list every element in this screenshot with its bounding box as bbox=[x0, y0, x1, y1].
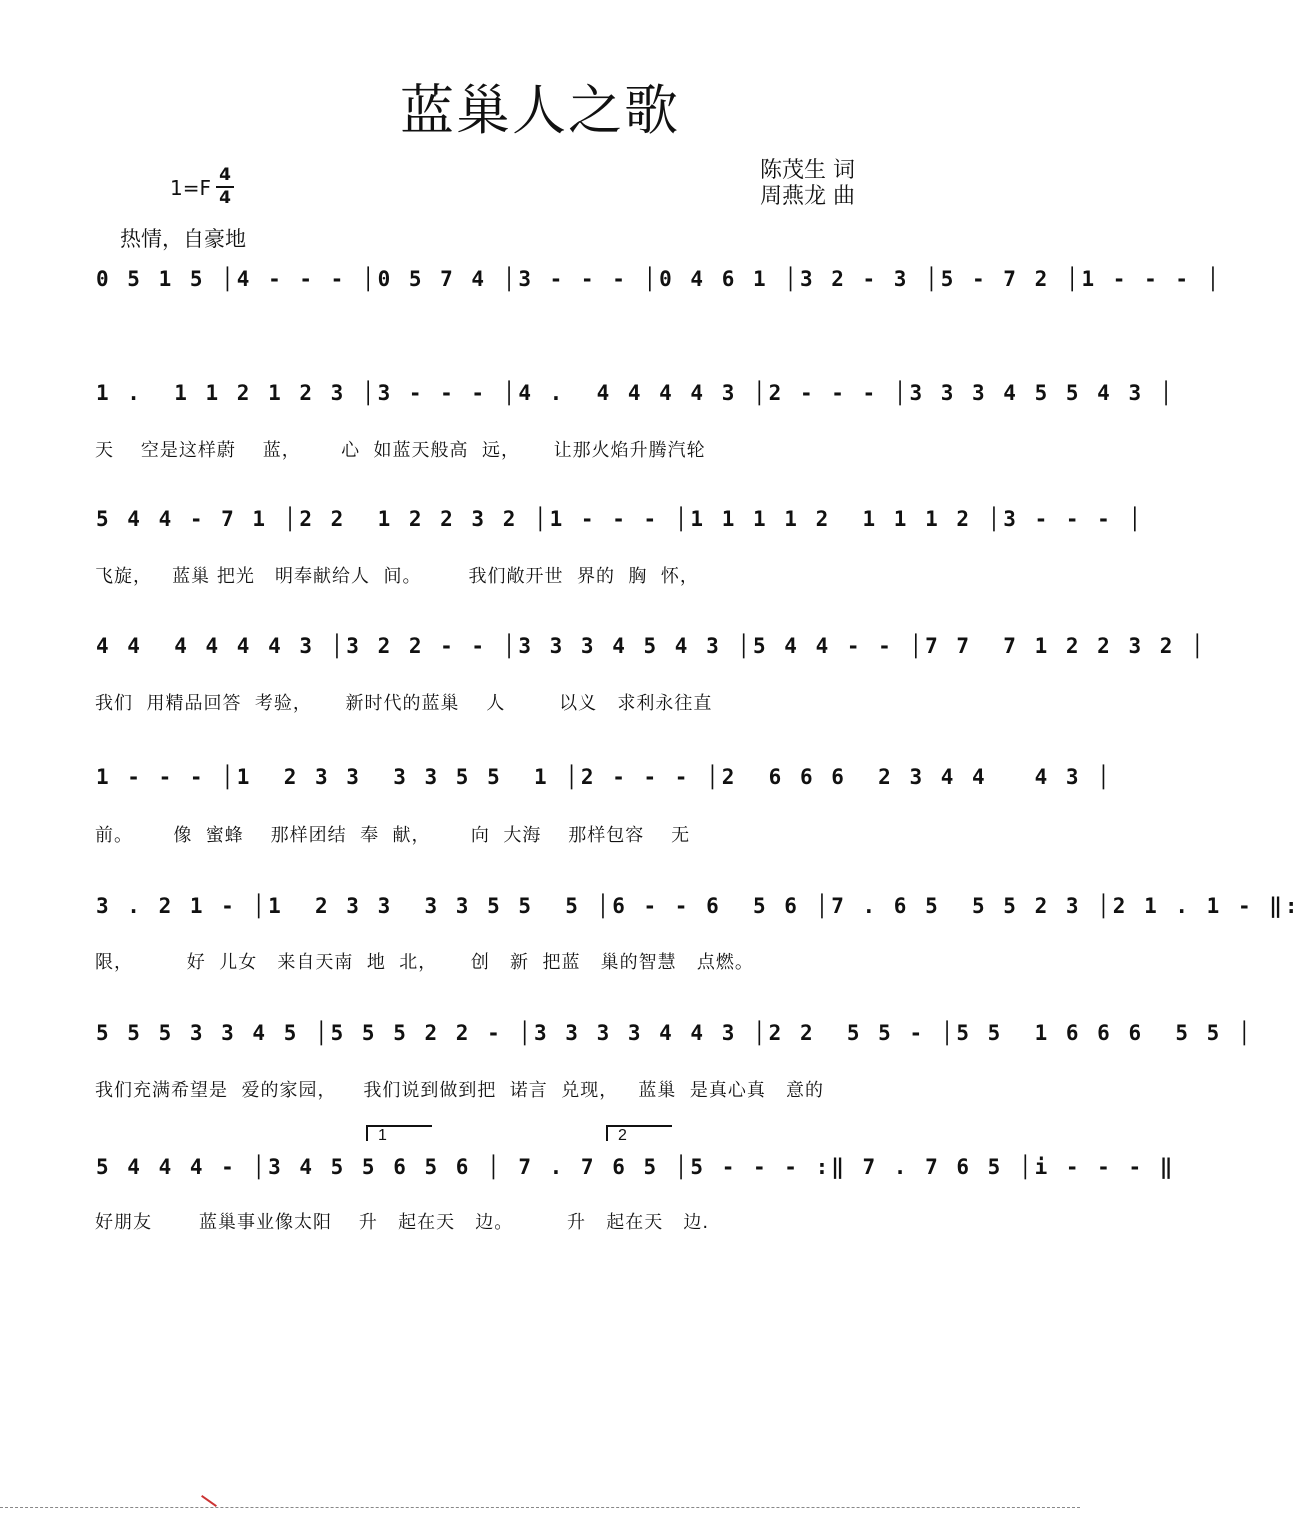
scan-edge-line bbox=[0, 1507, 1080, 1509]
notation-line-8: 5 4 4 4 - │3 4 5 5 6 5 6 │ 7 . 7 6 5 │5 - - - :‖ 7 . 7 6 5 │i - - - ‖ bbox=[96, 1155, 1176, 1179]
tempo-marking: 热情，自豪地 bbox=[120, 227, 246, 251]
lyrics-line-6: 限， 好 儿女 来自天南 地 北， 创 新 把蓝 巢的智慧 点燃。 bbox=[95, 952, 754, 973]
lyrics-line-7: 我们充满希望是 爱的家园， 我们说到做到把 诺言 兑现， 蓝巢 是真心真 意的 bbox=[95, 1080, 824, 1101]
credits bbox=[760, 158, 855, 210]
volta-second-ending bbox=[606, 1125, 672, 1144]
lyrics-line-4: 我们 用精品回答 考验， 新时代的蓝巢 人 以义 求利永往直 bbox=[95, 693, 713, 714]
notation-line-4: 4 4 4 4 4 4 3 │3 2 2 - - │3 3 3 4 5 4 3 │5 4 4 - - │7 7 7 1 2 2 3 2 │ bbox=[96, 634, 1207, 658]
lyrics-line-8: 好朋友 蓝巢事业像太阳 升 起在天 边。 升 起在天 边. bbox=[95, 1212, 710, 1233]
volta-second-label: 2 bbox=[618, 1127, 627, 1144]
time-signature bbox=[216, 166, 234, 208]
lyrics-line-5: 前。 像 蜜蜂 那样团结 奉 献， 向 大海 那样包容 无 bbox=[95, 825, 691, 846]
notation-line-6: 3 . 2 1 - │1 2 3 3 3 3 5 5 5 │6 - - 6 5 6 │7 . 6 5 5 5 2 3 │2 1 . 1 - ‖: bbox=[96, 894, 1301, 918]
notation-line-5: 1 - - - │1 2 3 3 3 3 5 5 1 │2 - - - │2 6 6 6 2 3 4 4 4 3 │ bbox=[96, 765, 1113, 789]
lyrics-line-2: 天 空是这样蔚 蓝， 心 如蓝天般高 远， 让那火焰升腾汽轮 bbox=[95, 440, 706, 461]
time-signature-bottom: 4 bbox=[219, 188, 231, 208]
pen-mark bbox=[201, 1495, 217, 1507]
composer-credit: 周燕龙 曲 bbox=[760, 184, 855, 209]
key-signature: 1=F bbox=[170, 176, 211, 200]
volta-first-ending bbox=[366, 1125, 432, 1144]
notation-line-7: 5 5 5 3 3 4 5 │5 5 5 2 2 - │3 3 3 3 4 4 3 │2 2 5 5 - │5 5 1 6 6 6 5 5 │ bbox=[96, 1021, 1254, 1045]
notation-line-2: 1 . 1 1 2 1 2 3 │3 - - - │4 . 4 4 4 4 3 │2 - - - │3 3 3 4 5 5 4 3 │ bbox=[96, 381, 1176, 405]
lyrics-line-3: 飞旋， 蓝巢 把光 明奉献给人 间。 我们敞开世 界的 胸 怀， bbox=[95, 566, 699, 587]
notation-line-3: 5 4 4 - 7 1 │2 2 1 2 2 3 2 │1 - - - │1 1 1 1 2 1 1 1 2 │3 - - - │ bbox=[96, 507, 1145, 531]
volta-first-label: 1 bbox=[378, 1127, 387, 1144]
time-signature-top: 4 bbox=[219, 165, 231, 185]
lyricist-credit: 陈茂生 词 bbox=[760, 158, 855, 183]
song-title: 蓝巢人之歌 bbox=[400, 79, 680, 142]
notation-line-1: 0 5 1 5 │4 - - - │0 5 7 4 │3 - - - │0 4 6 1 │3 2 - 3 │5 - 7 2 │1 - - - │ bbox=[96, 267, 1223, 291]
